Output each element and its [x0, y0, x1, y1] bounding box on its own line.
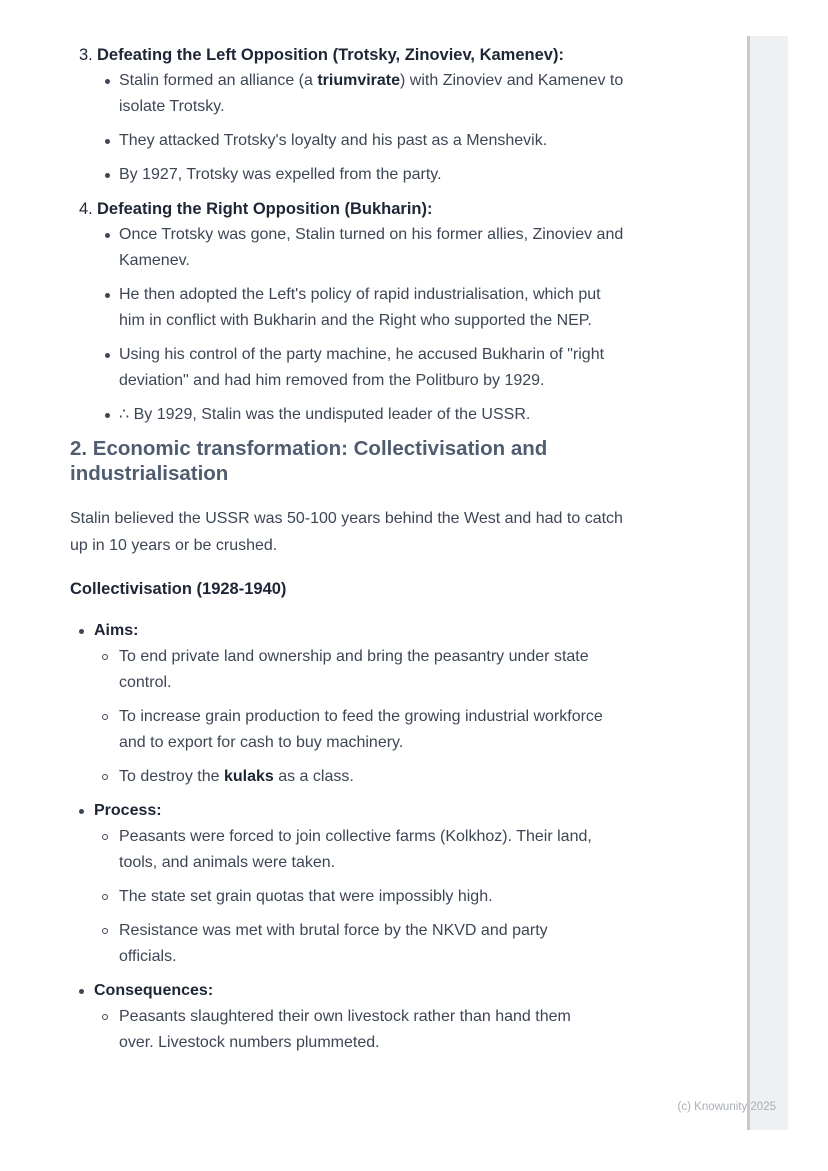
list-item [103, 282, 650, 334]
bullet-marker [101, 764, 119, 780]
topic-label: Aims: [94, 622, 139, 639]
bullet-marker [103, 342, 119, 358]
subsection-heading-collectivisation: Collectivisation (1928-1940) [70, 580, 287, 598]
topic-heading [77, 978, 650, 1004]
bullet-marker [77, 798, 94, 814]
sub-bullet-list [101, 644, 650, 790]
topic-process [70, 798, 650, 970]
list-item-text: By 1927, Trotsky was expelled from the party. [119, 166, 442, 183]
list-item [103, 68, 650, 120]
list-item-text: To increase grain production to feed the growing industrial workforce and to export for cash to buy machinery. [119, 708, 603, 751]
list-item [101, 644, 650, 696]
bullet-icon [105, 173, 110, 178]
section-title: Defeating the Left Opposition (Trotsky, Zinoviev, Kamenev): [97, 46, 564, 64]
bullet-marker [77, 978, 94, 994]
bullet-icon [105, 413, 110, 418]
bullet-marker [101, 704, 119, 720]
circle-bullet-icon [102, 834, 108, 840]
list-item [103, 128, 650, 154]
bullet-list [103, 68, 650, 188]
sub-bullet-list [101, 824, 650, 970]
section-title: Defeating the Right Opposition (Bukharin): [97, 200, 433, 218]
list-item-text: Using his control of the party machine, he accused Bukharin of "right deviation" and had him removed from the Politburo by 1929. [119, 346, 605, 389]
bullet-icon [79, 809, 84, 814]
bullet-icon [105, 353, 110, 358]
topic-aims [70, 618, 650, 790]
document-content [70, 42, 650, 1064]
list-item [101, 918, 650, 970]
bullet-list [103, 222, 650, 428]
list-number: 3. [79, 46, 93, 64]
list-item-text: Peasants were forced to join collective farms (Kolkhoz). Their land, tools, and animals were taken. [119, 828, 592, 871]
list-item-text: ∴ By 1929, Stalin was the undisputed leader of the USSR. [119, 406, 531, 423]
list-item-text: Stalin formed an alliance (a triumvirate) with Zinoviev and Kamenev to isolate Trotsky. [119, 72, 624, 115]
list-item [101, 1004, 650, 1056]
scrollbar-track[interactable] [747, 36, 788, 1130]
circle-bullet-icon [102, 1014, 108, 1020]
list-item-text: Peasants slaughtered their own livestock rather than hand them over. Livestock numbers plummeted. [119, 1008, 571, 1051]
list-item-text: He then adopted the Left's policy of rapid industrialisation, which put him in conflict with Bukharin and the Right who supported the NEP. [119, 286, 601, 329]
bullet-marker [103, 128, 119, 144]
numbered-heading [70, 196, 650, 222]
numbered-section-left-opposition [70, 42, 650, 188]
section-heading-economic-transformation: 2. Economic transformation: Collectivisation and industrialisation [70, 437, 548, 485]
bullet-marker [103, 282, 119, 298]
topic-heading [77, 798, 650, 824]
list-item [103, 402, 650, 428]
list-item [101, 764, 650, 790]
bullet-icon [105, 293, 110, 298]
sub-bullet-list [101, 1004, 650, 1056]
bullet-icon [79, 629, 84, 634]
circle-bullet-icon [102, 654, 108, 660]
list-item-text: They attacked Trotsky's loyalty and his past as a Menshevik. [119, 132, 548, 149]
list-item-text: Resistance was met with brutal force by the NKVD and party officials. [119, 922, 548, 965]
bullet-marker [103, 68, 119, 84]
circle-bullet-icon [102, 928, 108, 934]
bullet-marker [103, 162, 119, 178]
list-item [103, 162, 650, 188]
intro-paragraph: Stalin believed the USSR was 50-100 years behind the West and had to catch up in 10 years or be crushed. [70, 510, 623, 554]
bullet-icon [105, 139, 110, 144]
numbered-heading [70, 42, 650, 68]
topic-consequences [70, 978, 650, 1056]
bullet-marker [103, 222, 119, 238]
bullet-marker [77, 618, 94, 634]
bullet-marker [101, 918, 119, 934]
list-item [103, 342, 650, 394]
bullet-marker [101, 1004, 119, 1020]
topic-list [70, 618, 650, 1056]
copyright-watermark: (c) Knowunity 2025 [677, 1101, 776, 1113]
list-item [101, 824, 650, 876]
list-item [103, 222, 650, 274]
topic-heading [77, 618, 650, 644]
bullet-icon [105, 233, 110, 238]
circle-bullet-icon [102, 774, 108, 780]
bullet-icon [105, 79, 110, 84]
list-item-text: To end private land ownership and bring the peasantry under state control. [119, 648, 589, 691]
list-item [101, 884, 650, 910]
bullet-marker [103, 402, 119, 418]
bullet-icon [79, 989, 84, 994]
list-item [101, 704, 650, 756]
bullet-marker [101, 824, 119, 840]
bullet-marker [101, 644, 119, 660]
topic-label: Consequences: [94, 982, 214, 999]
topic-label: Process: [94, 802, 162, 819]
list-item-text: The state set grain quotas that were impossibly high. [119, 888, 493, 905]
list-number: 4. [79, 200, 93, 218]
list-item-text: Once Trotsky was gone, Stalin turned on his former allies, Zinoviev and Kamenev. [119, 226, 624, 269]
list-item-text: To destroy the kulaks as a class. [119, 768, 354, 785]
bullet-marker [101, 884, 119, 900]
numbered-section-right-opposition [70, 196, 650, 428]
circle-bullet-icon [102, 714, 108, 720]
circle-bullet-icon [102, 894, 108, 900]
